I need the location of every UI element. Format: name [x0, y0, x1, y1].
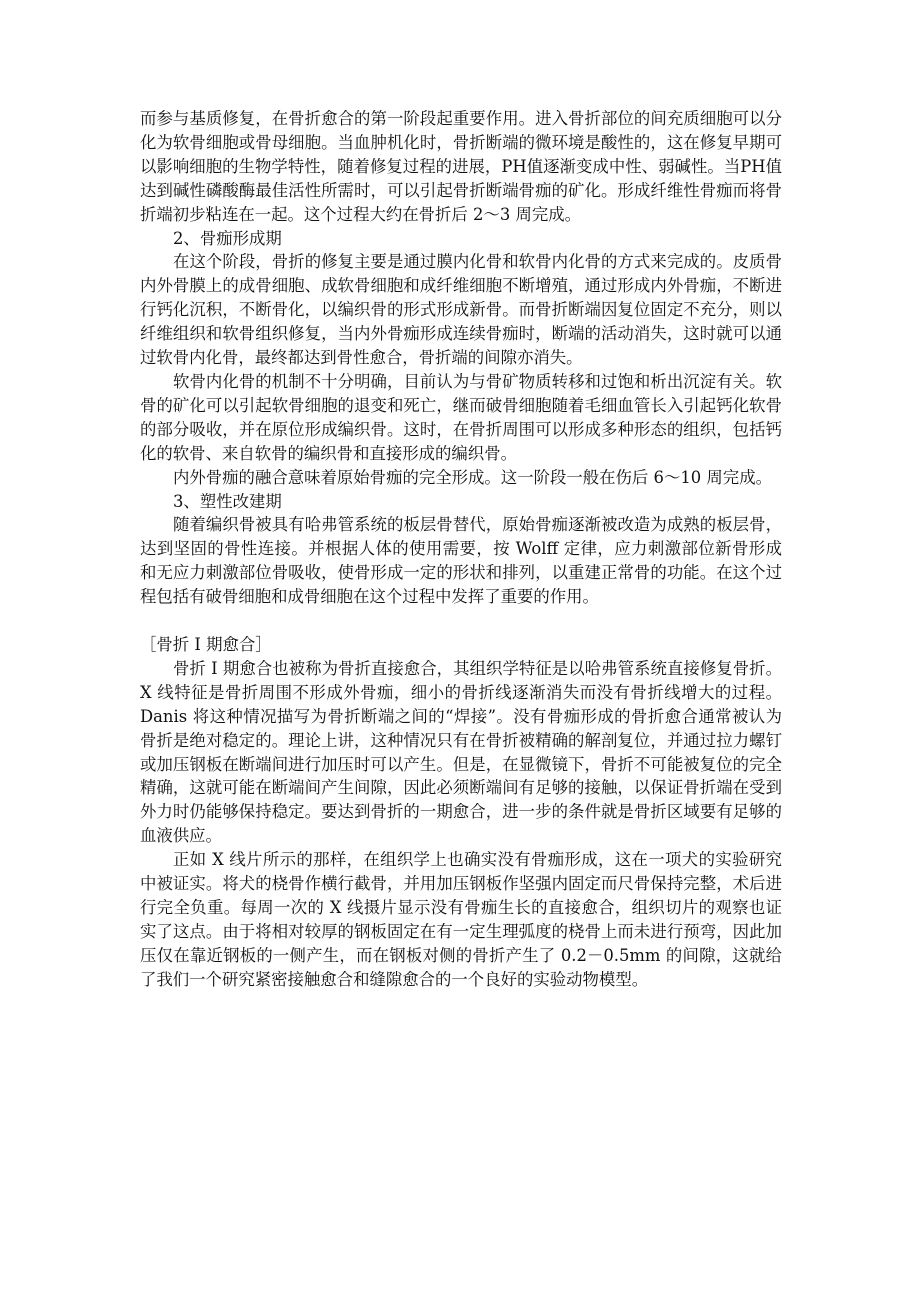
- section-heading: 3、塑性改建期: [173, 491, 282, 511]
- paragraph: 而参与基质修复，在骨折愈合的第一阶段起重要作用。进入骨折部位的间充质细胞可以分化为软骨细胞或骨母细胞。当血肿机化时，骨折断端的微环境是酸性的，这在修复早期可以影响细胞的生物学特性，随着修复过程的进展，PH值逐渐变成中性、弱碱性。当PH值达到碱性磷酸酶最佳活性所需时，可以引起骨折断端骨痂的矿化。形成纤维性骨痂而将骨折端初步粘连在一起。这个过程大约在骨折后 2～3 周完成。: [140, 109, 782, 224]
- paragraph: 在这个阶段，骨折的修复主要是通过膜内化骨和软骨内化骨的方式来完成的。皮质骨内外骨膜上的成骨细胞、成软骨细胞和成纤维细胞不断增殖，通过形成内外骨痂，不断进行钙化沉积，不断骨化，以编织骨的形式形成新骨。而骨折断端因复位固定不充分，则以纤维组织和软骨组织修复，当内外骨痂形成连续骨痂时，断端的活动消失，这时就可以通过软骨内化骨，最终都达到骨性愈合，骨折端的间隙亦消失。: [140, 252, 782, 368]
- paragraph: 随着编织骨被具有哈弗管系统的板层骨替代，原始骨痂逐渐被改造为成熟的板层骨，达到坚固的骨性连接。并根据人体的使用需要，按 Wolff 定律，应力刺激部位新骨形成和无应力刺激部位骨吸收，使骨形成一定的形状和排列，以重建正常骨的功能。在这个过程包括有破骨细胞和成骨细胞在这个过程中发挥了重要的作用。: [140, 515, 782, 607]
- paragraph: 正如 X 线片所示的那样，在组织学上也确实没有骨痂形成，这在一项犬的实验研究中被证实。将犬的桡骨作横行截骨，并用加压钢板作坚强内固定而尺骨保持完整，术后进行完全负重。每周一次的 X 线摄片显示没有骨痂生长的直接愈合，组织切片的观察也证实了这点。由于将相对较厚的钢板固定在有一定生理弧度的桡骨上而未进行预弯，因此加压仅在靠近钢板的一侧产生，而在钢板对侧的骨折产生了 0.2－0.5mm 的间隙，这就给了我们一个研究紧密接触愈合和缝隙愈合的一个良好的实验动物模型。: [140, 850, 782, 989]
- document-page: [140, 107, 782, 992]
- bracket-heading: ［骨折 I 期愈合］: [140, 635, 272, 655]
- paragraph: 内外骨痂的融合意味着原始骨痂的完全形成。这一阶段一般在伤后 6～10 周完成。: [173, 467, 772, 487]
- paragraph: 软骨内化骨的机制不十分明确，目前认为与骨矿物质转移和过饱和析出沉淀有关。软骨的矿化可以引起软骨细胞的退变和死亡，继而破骨细胞随着毛细血管长入引起钙化软骨的部分吸收，并在原位形成编织骨。这时，在骨折周围可以形成多种形态的组织，包括钙化的软骨、来自软骨的编织骨和直接形成的编织骨。: [140, 371, 782, 463]
- section-heading: 2、骨痂形成期: [173, 228, 282, 248]
- blank-line: [140, 609, 782, 633]
- paragraph: 骨折 I 期愈合也被称为骨折直接愈合，其组织学特征是以哈弗管系统直接修复骨折。X 线特征是骨折周围不形成外骨痂，细小的骨折线逐渐消失而没有骨折线增大的过程。Danis 将这种情况描写为骨折断端之间的“焊接”。没有骨痂形成的骨折愈合通常被认为骨折是绝对稳定的。理论上讲，这种情况只有在骨折被精确的解剖复位，并通过拉力螺钉或加压钢板在断端间进行加压时可以产生。但是，在显微镜下，骨折不可能被复位的完全精确，这就可能在断端间产生间隙，因此必须断端间有足够的接触，以保证骨折端在受到外力时仍能够保持稳定。要达到骨折的一期愈合，进一步的条件就是骨折区域要有足够的血液供应。: [140, 658, 782, 846]
